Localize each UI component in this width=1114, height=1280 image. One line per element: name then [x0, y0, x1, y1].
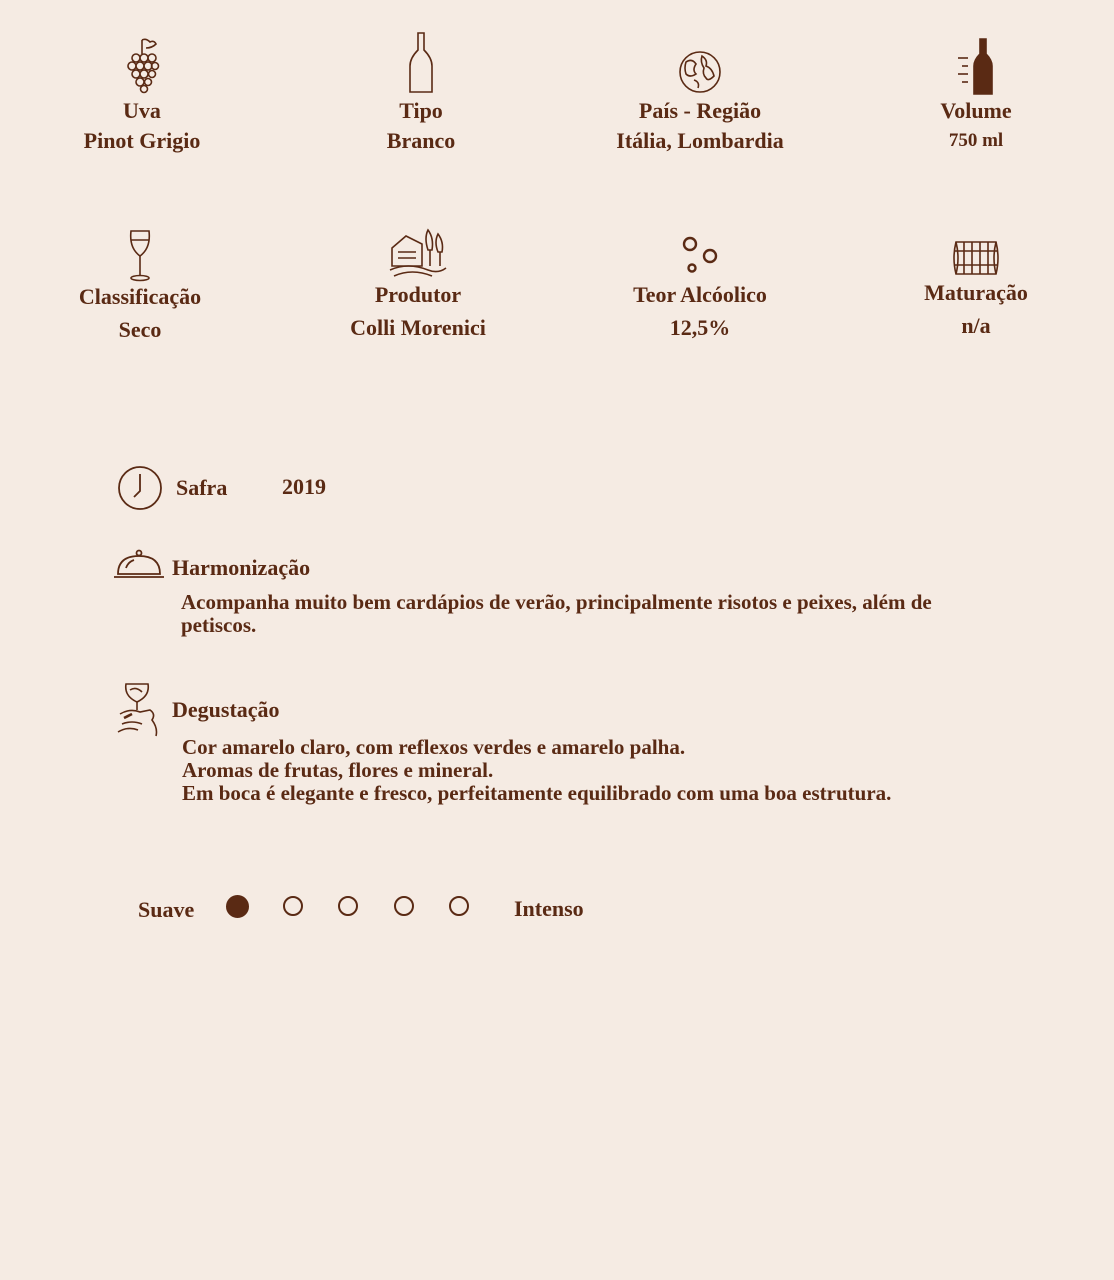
harmonizacao-line: Acompanha muito bem cardápios de verão, principalmente risotos e peixes, além de — [181, 590, 932, 614]
spec-value: Pinot Grigio — [83, 128, 201, 153]
spec-label: Volume — [940, 98, 1012, 123]
harmonizacao-text — [181, 591, 932, 637]
spec-produtor — [298, 226, 538, 343]
degustacao-text — [182, 736, 891, 805]
cloche-icon — [112, 548, 166, 580]
volume-bottle-icon — [954, 36, 998, 96]
bubbles-icon — [676, 234, 724, 280]
safra-label: Safra — [176, 475, 228, 500]
spec-value: n/a — [961, 313, 991, 338]
spec-classificacao — [20, 228, 260, 345]
spec-tipo — [301, 30, 541, 156]
spec-maturacao — [856, 238, 1096, 341]
spec-pais — [580, 48, 820, 156]
spec-value: Seco — [118, 317, 162, 342]
spec-volume — [856, 36, 1096, 156]
spec-label: Produtor — [374, 282, 462, 307]
spec-value: Colli Morenici — [350, 315, 486, 340]
globe-icon — [676, 48, 724, 96]
barrel-icon — [950, 238, 1002, 278]
harmonizacao-title: Harmonização — [172, 555, 311, 580]
intensity-dot — [394, 896, 414, 916]
spec-label: Uva — [123, 98, 161, 123]
spec-value: Itália, Lombardia — [616, 128, 784, 153]
intensity-dot — [226, 895, 249, 918]
spec-label: Teor Alcóolico — [633, 282, 767, 307]
intensity-max-label: Intenso — [514, 896, 584, 921]
intensity-min-label: Suave — [138, 897, 195, 922]
spec-uva — [22, 36, 262, 156]
spec-label: Maturação — [924, 280, 1028, 305]
harmonizacao-line: petiscos. — [181, 613, 257, 637]
clock-icon — [117, 465, 163, 511]
spec-teor — [580, 234, 820, 343]
degustacao-line: Aromas de frutas, flores e mineral. — [182, 758, 494, 782]
grape-icon — [122, 36, 162, 96]
farm-icon — [388, 226, 448, 280]
wine-glass-icon — [125, 228, 155, 282]
intensity-dot — [449, 896, 469, 916]
spec-label: Classificação — [78, 284, 202, 309]
intensity-dot — [283, 896, 303, 916]
spec-value: 750 ml — [948, 130, 1004, 151]
spec-label: Tipo — [399, 98, 443, 123]
degustacao-title: Degustação — [172, 697, 280, 722]
tasting-hand-icon — [116, 680, 162, 738]
spec-value: Branco — [386, 128, 456, 153]
degustacao-line: Cor amarelo claro, com reflexos verdes e amarelo palha. — [182, 735, 686, 759]
degustacao-line: Em boca é elegante e fresco, perfeitamente equilibrado com uma boa estrutura. — [182, 781, 892, 805]
spec-label: País - Região — [638, 98, 762, 123]
safra-value: 2019 — [282, 474, 326, 499]
spec-value: 12,5% — [669, 315, 731, 340]
bottle-icon — [406, 30, 436, 96]
intensity-dot — [338, 896, 358, 916]
